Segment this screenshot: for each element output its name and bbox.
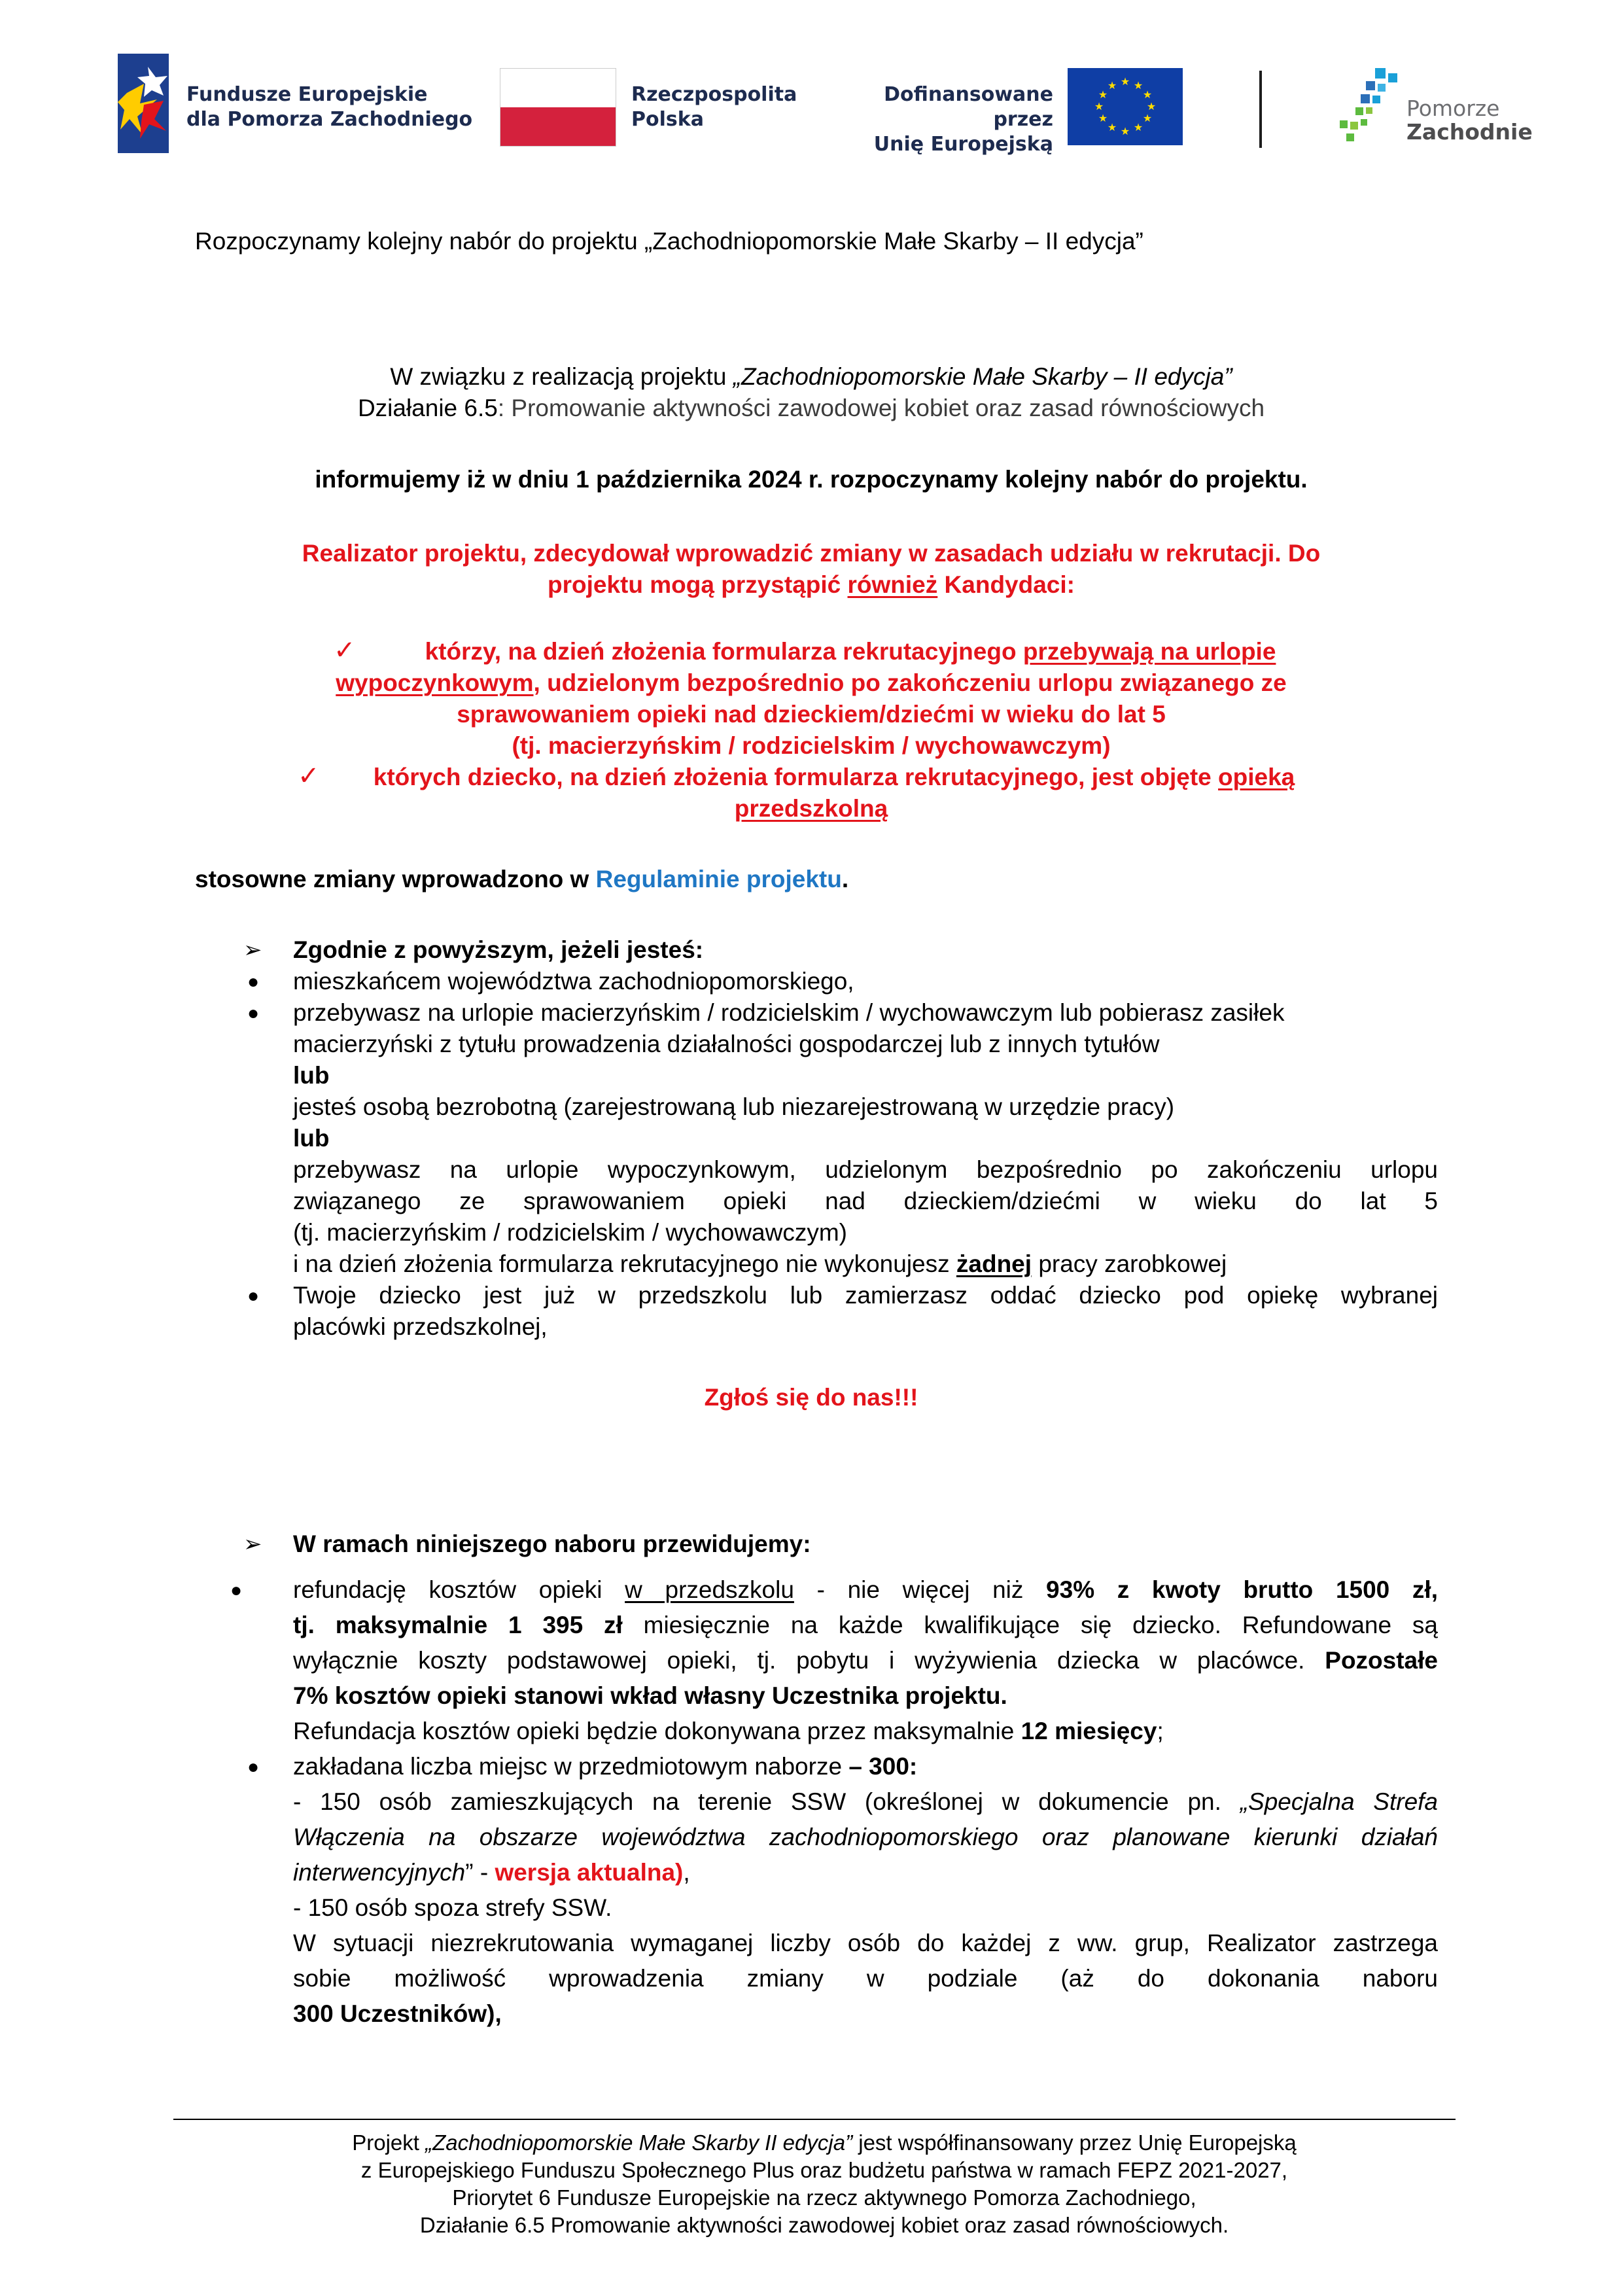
- checkmark-icon: ✓: [334, 636, 356, 665]
- svg-text:★: ★: [1107, 121, 1117, 133]
- pomorze-zachodnie-logo-icon: [1335, 64, 1413, 149]
- change-item2-line1: [131, 762, 1492, 793]
- section2-item2-line3: [293, 1822, 1438, 1853]
- section1-lub: lub: [293, 1062, 330, 1089]
- checkmark-icon: ✓: [298, 762, 320, 790]
- change-item2-underlined: opieką: [1218, 764, 1295, 790]
- change-item1-d: , udzielonym bezpośrednio po zakończeniu urlopu związanego ze: [533, 669, 1287, 696]
- change-notice-line2-underlined: również: [847, 571, 938, 598]
- pz-logo-line1: Pomorze: [1406, 96, 1500, 121]
- section2-item2-line4: [293, 1857, 1438, 1888]
- section2-item1-line3-a: wyłącznie koszty podstawowej opieki, tj. pobytu i wyżywienia dziecka w placówce.: [293, 1647, 1325, 1674]
- intro-project-name: „Zachodniopomorskie Małe Skarby – II edycja”: [733, 363, 1232, 390]
- change-notice-line2: [131, 569, 1492, 601]
- arrow-bullet-icon: ➢: [243, 938, 262, 963]
- section2-item2-line2: [293, 1786, 1438, 1818]
- change-item1-line1: [131, 636, 1492, 667]
- call-to-action: Zgłoś się do nas!!!: [704, 1384, 918, 1411]
- footer-line1: [196, 2129, 1452, 2157]
- section1-item2-line6: (tj. macierzyńskim / rodzicielskim / wychowawczym): [293, 1219, 847, 1246]
- footer-divider: [173, 2119, 1456, 2120]
- section1-title: Zgodnie z powyższym, jeżeli jesteś:: [293, 936, 704, 963]
- section1-item2-line7: [293, 1248, 1438, 1280]
- section2-item2-a: zakładana liczba miejsc w przedmiotowym naborze: [293, 1753, 849, 1780]
- section2-item1-months: 12 miesięcy: [1021, 1718, 1157, 1744]
- section1-item2-line7-a: i na dzień złożenia formularza rekrutacyjnego nie wykonujesz: [293, 1250, 956, 1277]
- fundusze-europejskie-logo-icon: [118, 54, 169, 153]
- section2-item1-c: - nie więcej niż: [794, 1576, 1047, 1603]
- section2-item1-line2-rest: miesięcznie na każde kwalifikujące się dziecko. Refundowane są: [622, 1612, 1439, 1638]
- bullet-icon: ●: [247, 1002, 260, 1024]
- arrow-bullet-icon: ➢: [243, 1532, 262, 1557]
- bullet-icon: ●: [247, 971, 260, 993]
- rp-logo-text: [631, 82, 797, 132]
- fe-logo-text: [186, 82, 472, 132]
- page-heading: Rozpoczynamy kolejny nabór do projektu „Zachodniopomorskie Małe Skarby – II edycja”: [195, 228, 1143, 255]
- ue-logo-text: [831, 82, 1053, 157]
- svg-text:★: ★: [1107, 79, 1117, 92]
- section2-title: W ramach niniejszego naboru przewidujemy:: [293, 1530, 811, 1557]
- section2-item1-line5: [293, 1716, 1438, 1747]
- pz-logo-text: [1406, 97, 1533, 144]
- svg-text:★: ★: [1133, 121, 1143, 133]
- intro-line1: [131, 361, 1492, 393]
- section2-item1-amount: 93% z kwoty brutto 1500 zł,: [1046, 1576, 1438, 1603]
- section1-item2-line1: przebywasz na urlopie macierzyńskim / rodzicielskim / wychowawczym lub pobierasz zasiłek: [293, 999, 1285, 1026]
- footer-line1-a: Projekt: [352, 2130, 426, 2155]
- section2-item2-line5: - 150 osób spoza strefy SSW.: [293, 1894, 612, 1921]
- section2-item1-line2: [293, 1610, 1438, 1641]
- section1-item2-line2: macierzyński z tytułu prowadzenia działalności gospodarczej lub z innych tytułów: [293, 1031, 1160, 1057]
- eu-flag-icon: [1068, 68, 1183, 145]
- footer-line2: z Europejskiego Funduszu Społecznego Plus oraz budżetu państwa w ramach FEPZ 2021-2027,: [360, 2158, 1288, 2182]
- intro-prefix: W związku z realizacją projektu: [390, 363, 733, 390]
- bullet-icon: ●: [247, 1756, 260, 1778]
- regulamin-suffix: .: [841, 866, 849, 892]
- ue-logo-line2: Unię Europejską: [873, 133, 1053, 156]
- regulamin-prefix: stosowne zmiany wprowadzono w: [195, 866, 596, 892]
- svg-text:★: ★: [1098, 112, 1108, 124]
- change-notice-line2-a: projektu mogą przystąpić: [548, 571, 848, 598]
- section1-item2-line5: związanego ze sprawowaniem opieki nad dzieckiem/dziećmi w wieku do lat 5: [293, 1188, 1438, 1214]
- change-notice-line1: Realizator projektu, zdecydował wprowadzić zmiany w zasadach udziału w rekrutacji. Do: [302, 540, 1321, 567]
- bullet-icon: ●: [247, 1285, 260, 1307]
- intro-line2: [131, 393, 1492, 424]
- logo-bar: [118, 54, 1533, 158]
- section2-item1-underlined: w przedszkolu: [625, 1576, 794, 1603]
- footer: [196, 2129, 1452, 2239]
- change-item2-underlined2: przedszkolną: [734, 795, 888, 822]
- change-item1-underlined2: wypoczynkowym: [336, 669, 534, 696]
- footer-line3: Priorytet 6 Fundusze Europejskie na rzecz aktywnego Pomorza Zachodniego,: [452, 2185, 1196, 2210]
- change-item2-line2: [131, 793, 1492, 824]
- section2-item2-line2-italic: „Specjalna Strefa: [1240, 1788, 1439, 1815]
- section2-item1-line3: [293, 1645, 1438, 1676]
- section2-item2-count: – 300:: [848, 1753, 918, 1780]
- regulamin-link[interactable]: Regulaminie projektu: [595, 866, 842, 892]
- section1-item2-line7-c: pracy zarobkowej: [1032, 1250, 1227, 1277]
- section2-item2-line7: sobie możliwość wprowadzenia zmiany w podziale (aż do dokonania naboru: [293, 1965, 1438, 1992]
- svg-text:★: ★: [1146, 100, 1157, 113]
- section2-item2-line4-italic: interwencyjnych: [293, 1859, 466, 1886]
- section2-item1-line5-a: Refundacja kosztów opieki będzie dokonywana przez maksymalnie: [293, 1718, 1021, 1744]
- svg-text:★: ★: [1120, 75, 1130, 88]
- section1-item2-line4: przebywasz na urlopie wypoczynkowym, udzielonym bezpośrednio po zakończeniu urlopu: [293, 1156, 1438, 1183]
- svg-text:★: ★: [1098, 88, 1108, 101]
- section2-item1-a: refundację kosztów opieki: [293, 1576, 625, 1603]
- section2-item2-line2-a: - 150 osób zamieszkujących na terenie SSW (określonej w dokumencie pn.: [293, 1788, 1240, 1815]
- section2-item2-line4-b: ” -: [465, 1859, 495, 1886]
- section2-item2-line4-d: ,: [683, 1859, 690, 1886]
- footer-line1-c: jest współfinansowany przez Unię Europejską: [852, 2130, 1297, 2155]
- change-item1-underlined: przebywają na urlopie: [1022, 638, 1276, 665]
- announcement: informujemy iż w dniu 1 października 2024 r. rozpoczynamy kolejny nabór do projektu.: [315, 466, 1308, 493]
- change-item1-line2: [131, 667, 1492, 699]
- section1-item3-line2: placówki przedszkolnej,: [293, 1313, 548, 1340]
- svg-text:★: ★: [1142, 88, 1153, 101]
- regulamin-line: [195, 864, 1438, 895]
- change-item1-line4: (tj. macierzyńskim / rodzicielskim / wychowawczym): [512, 732, 1111, 759]
- section2-item1-line4: 7% kosztów opieki stanowi wkład własny Uczestnika projektu.: [293, 1682, 1007, 1709]
- fe-logo-line2: dla Pomorza Zachodniego: [186, 108, 473, 131]
- pz-logo-line2: Zachodnie: [1406, 119, 1533, 145]
- change-item1-a: którzy, na dzień złożenia formularza rekrutacyjnego: [425, 638, 1023, 665]
- footer-line4: Działanie 6.5 Promowanie aktywności zawodowej kobiet oraz zasad równościowych.: [419, 2213, 1229, 2237]
- change-notice-line2-c: Kandydaci:: [937, 571, 1075, 598]
- section2-item1-line5-c: ;: [1157, 1718, 1164, 1744]
- section2-item1-line1: [293, 1574, 1438, 1606]
- rp-logo-line2: Polska: [631, 108, 704, 131]
- section1-lub: lub: [293, 1125, 330, 1152]
- section2-item2-line3-italic: Włączenia na obszarze województwa zachodniopomorskiego oraz planowane kierunki działań: [293, 1824, 1438, 1850]
- poland-flag-icon: [500, 68, 616, 147]
- intro-action-rest: : Promowanie aktywności zawodowej kobiet oraz zasad równościowych: [497, 395, 1265, 421]
- section2-item1-line3-b: Pozostałe: [1325, 1647, 1438, 1674]
- change-item1-line3: sprawowaniem opieki nad dzieckiem/dziećmi w wieku do lat 5: [457, 701, 1166, 728]
- section1-item1: mieszkańcem województwa zachodniopomorskiego,: [293, 968, 854, 995]
- fe-logo-line1: Fundusze Europejskie: [186, 83, 428, 106]
- svg-text:★: ★: [1094, 100, 1104, 113]
- section2-item2-line1: [293, 1751, 1438, 1782]
- section2-item2-line6: W sytuacji niezrekrutowania wymaganej liczby osób do każdej z ww. grup, Realizator zastrzega: [293, 1930, 1438, 1956]
- ue-logo-line1: Dofinansowane przez: [884, 83, 1053, 131]
- section1-item3-line1: Twoje dziecko jest już w przedszkolu lub zamierzasz oddać dziecko pod opiekę wybranej: [293, 1282, 1438, 1309]
- svg-text:★: ★: [1133, 79, 1143, 92]
- change-item2-a: których dziecko, na dzień złożenia formularza rekrutacyjnego, jest objęte: [373, 764, 1219, 790]
- intro-action-label: Działanie 6.5: [357, 395, 498, 421]
- logo-divider: [1259, 71, 1262, 148]
- footer-project-name: „Zachodniopomorskie Małe Skarby II edycja”: [425, 2130, 853, 2155]
- rp-logo-line1: Rzeczpospolita: [631, 83, 797, 106]
- section1-item2-line3: jesteś osobą bezrobotną (zarejestrowaną lub niezarejestrowaną w urzędzie pracy): [293, 1093, 1175, 1120]
- svg-text:★: ★: [1142, 112, 1153, 124]
- svg-text:★: ★: [1120, 125, 1130, 137]
- section1-item2-emphasis: żadnej: [956, 1250, 1032, 1277]
- section2-item2-line8: 300 Uczestników),: [293, 2000, 502, 2027]
- bullet-icon: ●: [230, 1580, 243, 1601]
- section2-item2-version: wersja aktualna): [495, 1859, 684, 1886]
- section2-item1-max: tj. maksymalnie 1 395 zł: [293, 1612, 623, 1638]
